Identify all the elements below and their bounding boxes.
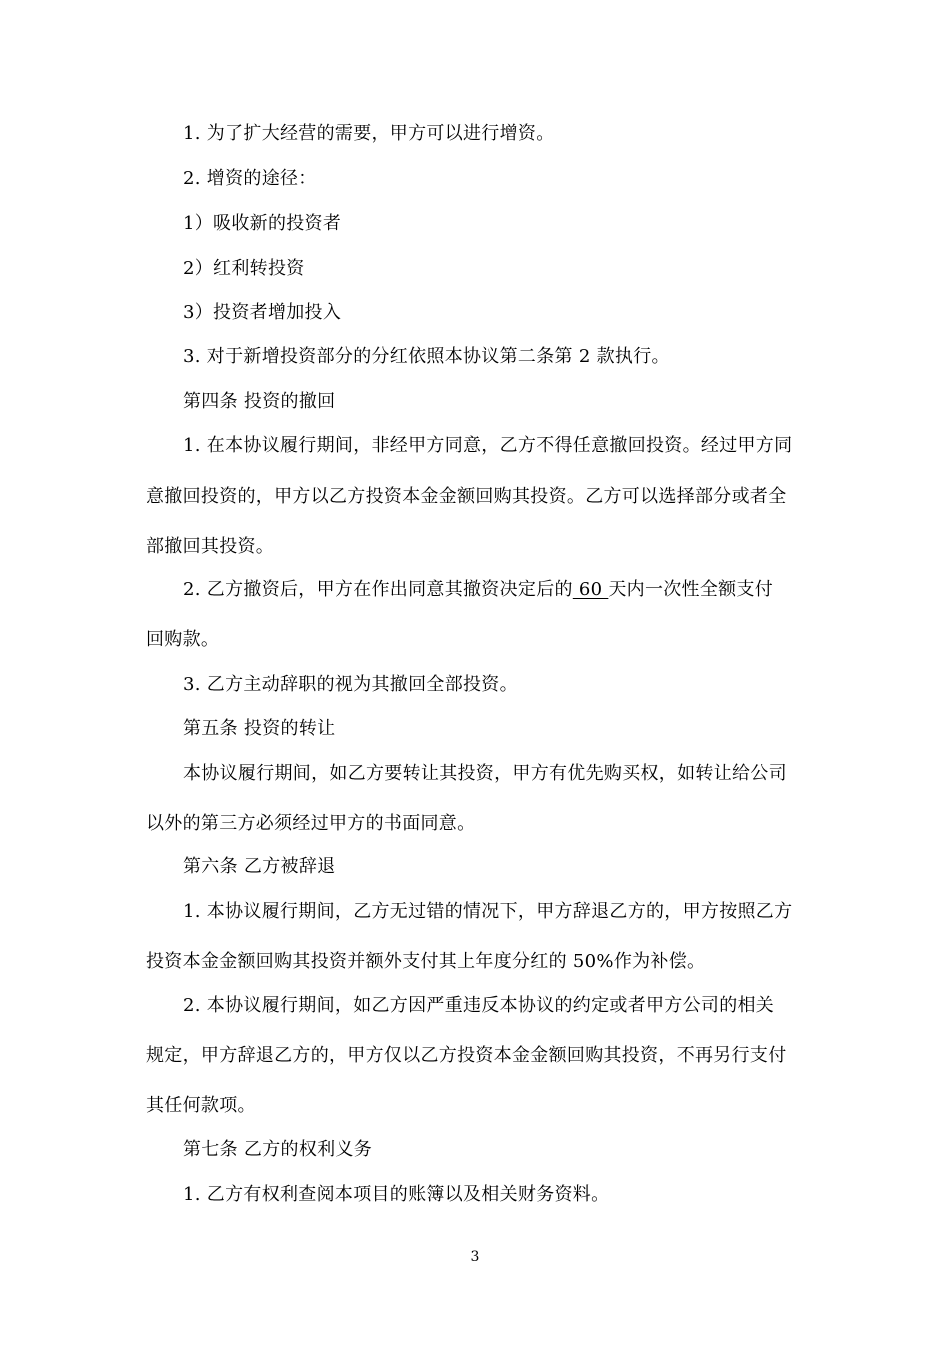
text-segment: 天内一次性全额支付 (608, 579, 774, 600)
text-segment: 2. 乙方撤资后，甲方在作出同意其撤资决定后的 (183, 579, 573, 600)
section-heading: 第四条 投资的撤回 (183, 391, 336, 412)
paragraph-line: 投资本金金额回购其投资并额外支付其上年度分红的 50%作为补偿。 (146, 951, 706, 972)
paragraph-line: 1. 本协议履行期间，乙方无过错的情况下，甲方辞退乙方的，甲方按照乙方 (183, 901, 793, 922)
paragraph-line: 部撤回其投资。 (146, 536, 275, 557)
filled-blank-days: 60 (572, 579, 609, 600)
section-heading: 第五条 投资的转让 (183, 718, 336, 739)
paragraph-line: 2. 本协议履行期间，如乙方因严重违反本协议的约定或者甲方公司的相关 (183, 995, 775, 1016)
paragraph-line: 3. 乙方主动辞职的视为其撤回全部投资。 (183, 674, 518, 695)
paragraph-line: 2. 增资的途径： (183, 168, 317, 189)
paragraph-line: 回购款。 (146, 629, 220, 650)
paragraph-line: 2）红利转投资 (183, 258, 305, 279)
section-heading: 第七条 乙方的权利义务 (183, 1139, 373, 1160)
page-number: 3 (470, 1249, 480, 1265)
paragraph-line (183, 578, 853, 602)
paragraph-line: 以外的第三方必须经过甲方的书面同意。 (146, 813, 476, 834)
paragraph-line: 1. 为了扩大经营的需要，甲方可以进行增资。 (183, 123, 555, 144)
section-heading: 第六条 乙方被辞退 (183, 856, 336, 877)
paragraph-line: 其任何款项。 (146, 1095, 256, 1116)
paragraph-line: 1）吸收新的投资者 (183, 213, 342, 234)
paragraph-line: 1. 乙方有权利查阅本项目的账簿以及相关财务资料。 (183, 1184, 610, 1205)
paragraph-line: 规定，甲方辞退乙方的，甲方仅以乙方投资本金金额回购其投资，不再另行支付 (146, 1045, 787, 1066)
paragraph-line: 3）投资者增加投入 (183, 302, 342, 323)
paragraph-line: 1. 在本协议履行期间，非经甲方同意，乙方不得任意撤回投资。经过甲方同 (183, 435, 793, 456)
paragraph-line: 意撤回投资的，甲方以乙方投资本金金额回购其投资。乙方可以选择部分或者全 (146, 486, 787, 507)
paragraph-line: 本协议履行期间，如乙方要转让其投资，甲方有优先购买权，如转让给公司 (183, 763, 787, 784)
paragraph-line: 3. 对于新增投资部分的分红依照本协议第二条第 2 款执行。 (183, 346, 670, 367)
